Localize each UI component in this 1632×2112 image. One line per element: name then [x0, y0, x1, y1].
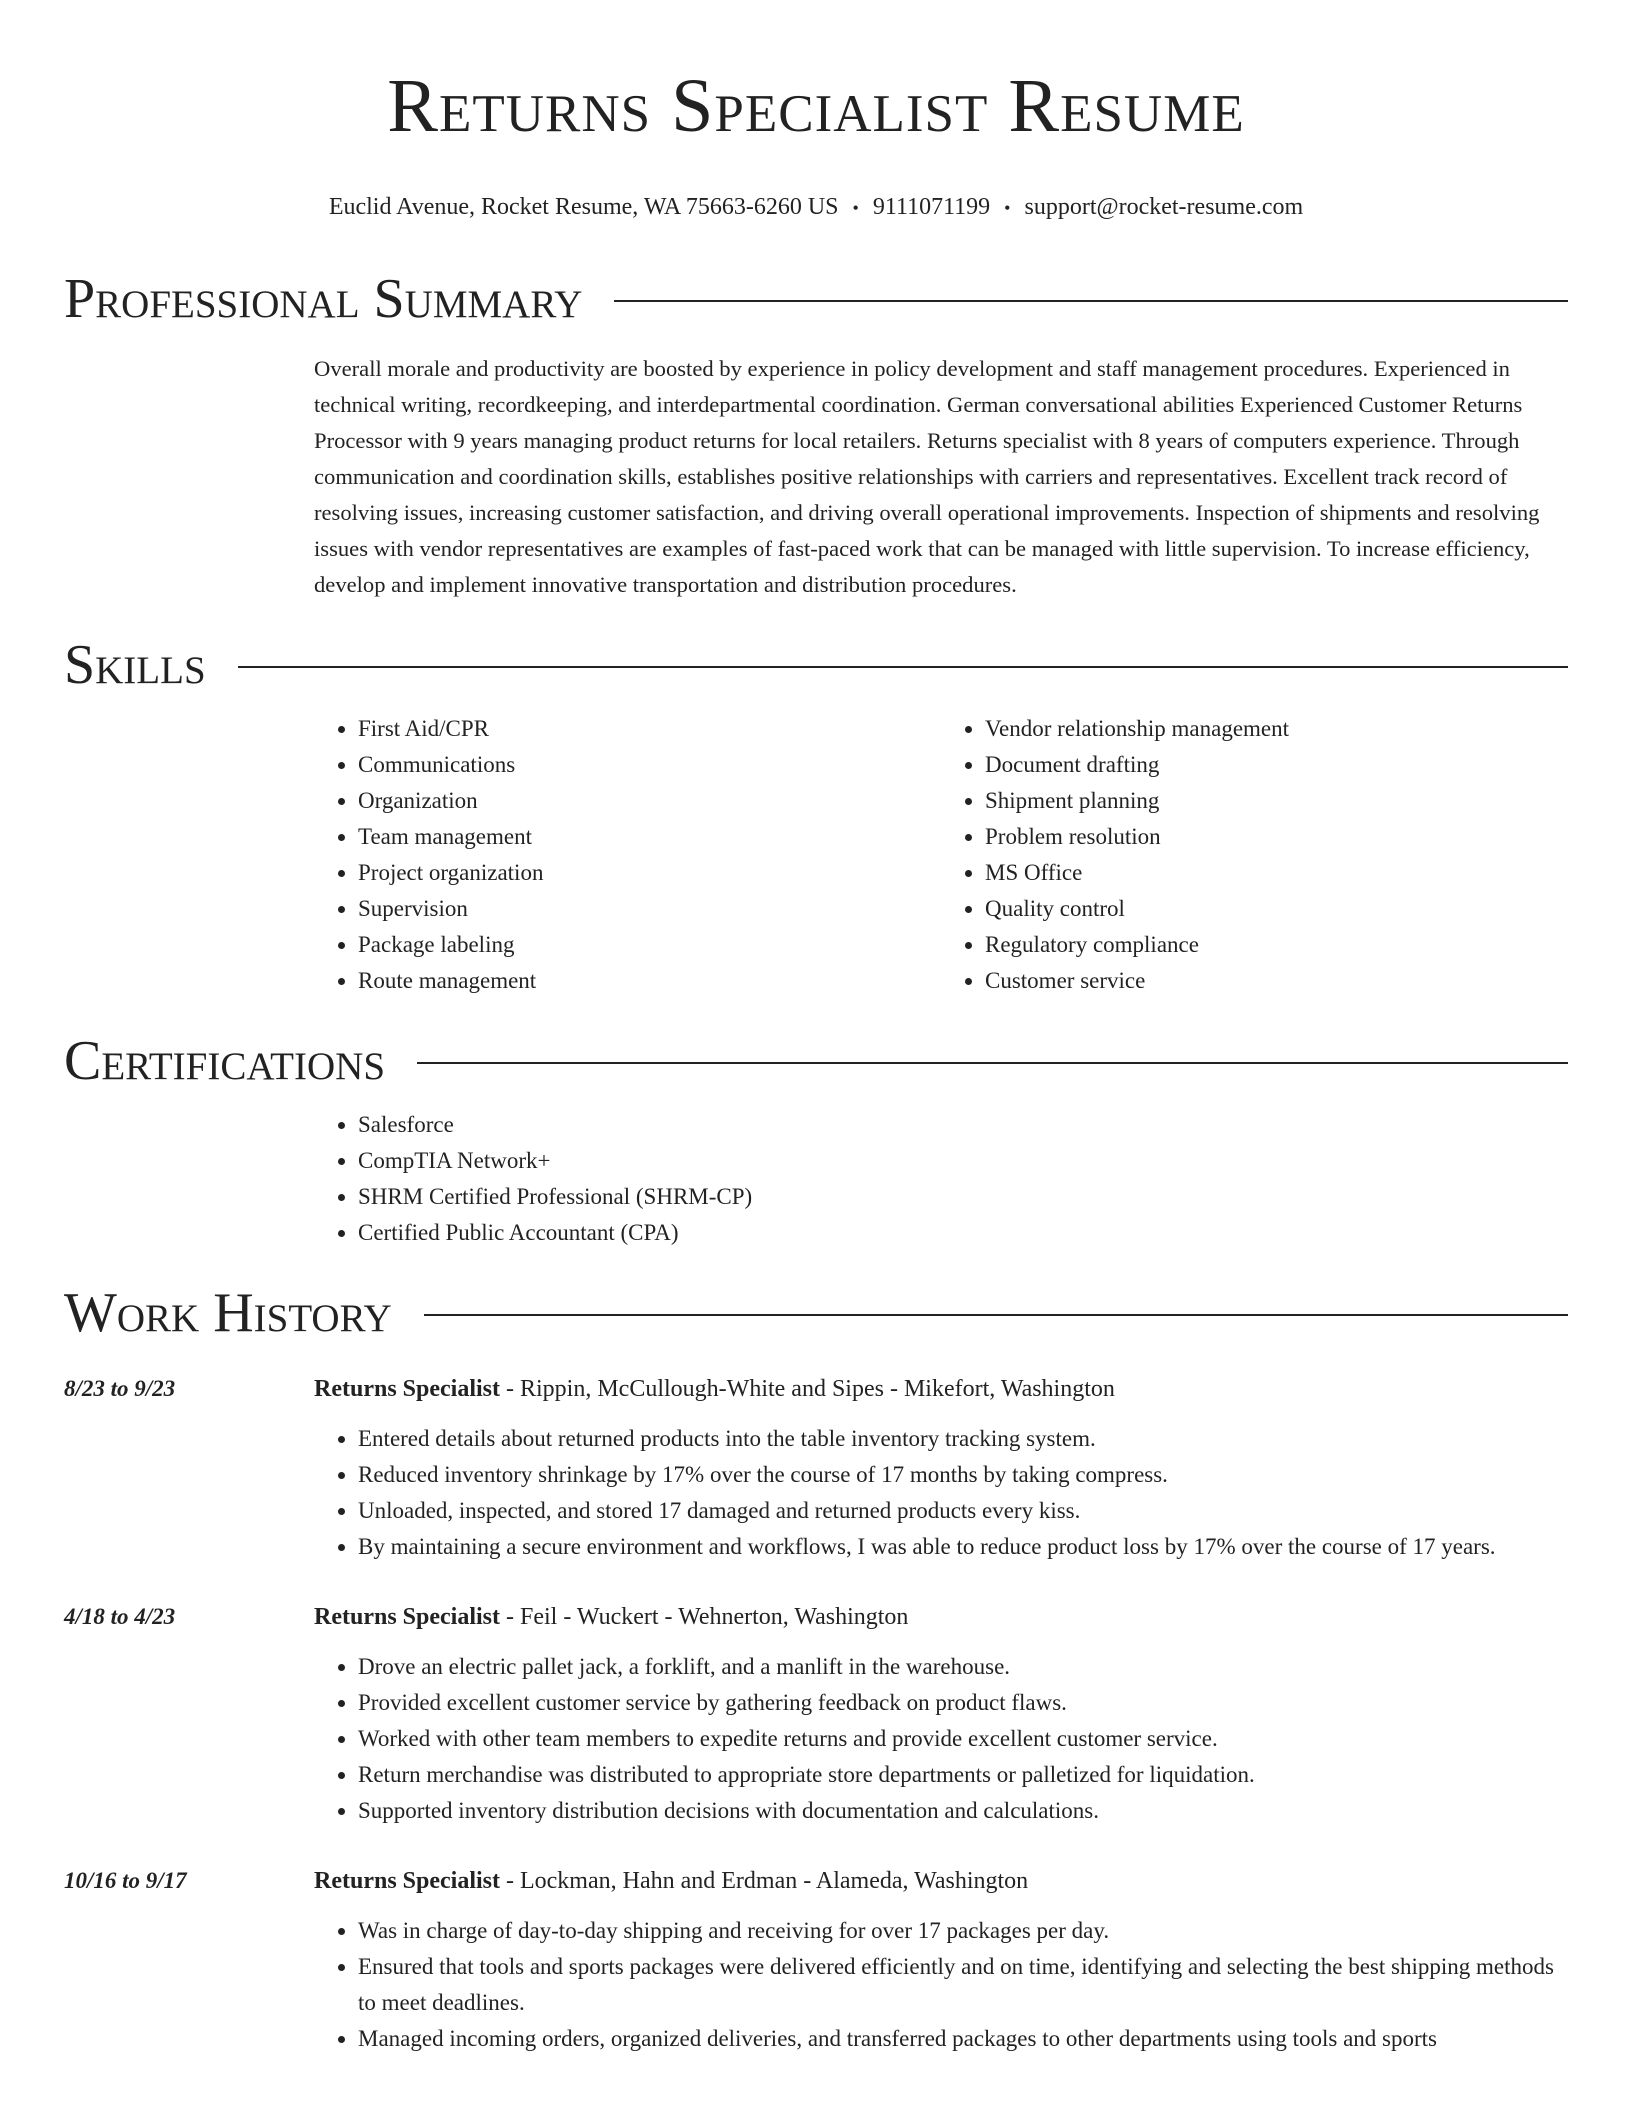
list-item: • CompTIA Network+ — [358, 1143, 1568, 1179]
section-divider — [238, 666, 1568, 668]
certifications-items — [314, 1107, 1568, 1251]
list-item: • Supervision — [358, 891, 941, 927]
job-title-line — [314, 1371, 1568, 1407]
contact-line — [64, 192, 1568, 223]
job-dates: 8/23 to 9/23 — [64, 1376, 176, 1401]
list-item: • Quality control — [985, 891, 1568, 927]
section-divider — [424, 1314, 1568, 1316]
list-item: • Customer service — [985, 963, 1568, 999]
list-item: • Supported inventory distribution decisions with documentation and calculations. — [358, 1793, 1568, 1829]
job-entry — [64, 1599, 1568, 1829]
job-dates: 10/16 to 9/17 — [64, 1868, 187, 1893]
address: Euclid Avenue, Rocket Resume, WA 75663-6260 US — [328, 194, 839, 220]
list-item: • Unloaded, inspected, and stored 17 damaged and returned products every kiss. — [358, 1493, 1568, 1529]
job-employer: - Rippin, McCullough-White and Sipes - Mikefort, Washington — [500, 1376, 1115, 1402]
list-item: • Problem resolution — [985, 819, 1568, 855]
list-item: • Return merchandise was distributed to appropriate store departments or palletized for liquidation. — [358, 1757, 1568, 1793]
list-item: • Regulatory compliance — [985, 927, 1568, 963]
skills-list — [314, 711, 1568, 999]
list-item: • Entered details about returned products into the table inventory tracking system. — [358, 1421, 1568, 1457]
list-item: • Project organization — [358, 855, 941, 891]
list-item: • SHRM Certified Professional (SHRM-CP) — [358, 1179, 1568, 1215]
job-entry — [64, 1371, 1568, 1565]
list-item: • Drove an electric pallet jack, a forklift, and a manlift in the warehouse. — [358, 1649, 1568, 1685]
job-title-line — [314, 1863, 1568, 1899]
section-heading: Certifications — [64, 1030, 386, 1092]
job-employer: - Lockman, Hahn and Erdman - Alameda, Washington — [500, 1868, 1029, 1894]
section-divider — [614, 300, 1568, 302]
list-item: • Salesforce — [358, 1107, 1568, 1143]
list-item: • Managed incoming orders, organized deliveries, and transferred packages to other departments using tools and sports — [358, 2021, 1568, 2057]
resume-title: Returns Specialist Resume — [387, 64, 1245, 148]
work-history — [64, 1371, 1568, 2057]
job-entry — [64, 1863, 1568, 2057]
list-item: • Certified Public Accountant (CPA) — [358, 1215, 1568, 1251]
list-item: • Organization — [358, 783, 941, 819]
job-title: Returns Specialist — [314, 1376, 500, 1402]
skills-column-left — [314, 711, 941, 999]
skills-section-header — [64, 633, 1568, 697]
list-item: • Route management — [358, 963, 941, 999]
section-heading: Skills — [64, 634, 206, 696]
list-item: • Package labeling — [358, 927, 941, 963]
section-heading: Professional Summary — [64, 268, 583, 330]
job-dates: 4/18 to 4/23 — [64, 1604, 176, 1629]
email-link[interactable]: support@rocket-resume.com — [1024, 194, 1304, 220]
list-item: • Was in charge of day-to-day shipping and receiving for over 17 packages per day. — [358, 1913, 1568, 1949]
summary-section-header — [64, 267, 1568, 331]
section-divider — [417, 1062, 1568, 1064]
list-item: • MS Office — [985, 855, 1568, 891]
job-bullets — [314, 1421, 1568, 1565]
certifications-section-header — [64, 1029, 1568, 1093]
separator: • — [1004, 198, 1011, 218]
list-item: • Team management — [358, 819, 941, 855]
summary-text: Overall morale and productivity are boosted by experience in policy development and staff management procedures. Experienced in technical writing, recordkeeping, and interdepartmental coordination. German conversational abilities Experienced Customer Returns Processor with 9 years managing product returns for local retailers. Returns specialist with 8 years of computers experience. Through communication and coordination skills, establishes positive relationships with carriers and representatives. Excellent track record of resolving issues, increasing customer satisfaction, and driving overall operational improvements. Inspection of shipments and resolving issues with vendor representatives are examples of fast-paced work that can be managed with little supervision. To increase efficiency, develop and implement innovative transportation and distribution procedures. — [314, 356, 1540, 597]
phone: 9111071199 — [872, 194, 991, 220]
job-title-line — [314, 1599, 1568, 1635]
section-heading: Work History — [64, 1282, 392, 1344]
job-bullets — [314, 1913, 1568, 2057]
list-item: • Communications — [358, 747, 941, 783]
list-item: • Reduced inventory shrinkage by 17% over the course of 17 months by taking compress. — [358, 1457, 1568, 1493]
list-item: • Worked with other team members to expedite returns and provide excellent customer service. — [358, 1721, 1568, 1757]
list-item: • Vendor relationship management — [985, 711, 1568, 747]
list-item: • Document drafting — [985, 747, 1568, 783]
certifications-list — [314, 1107, 1568, 1251]
list-item: • Provided excellent customer service by gathering feedback on product flaws. — [358, 1685, 1568, 1721]
job-title: Returns Specialist — [314, 1604, 500, 1630]
list-item: • Ensured that tools and sports packages were delivered efficiently and on time, identifying and selecting the best shipping methods to meet deadlines. — [358, 1949, 1568, 2021]
list-item: • Shipment planning — [985, 783, 1568, 819]
job-employer: - Feil - Wuckert - Wehnerton, Washington — [500, 1604, 909, 1630]
work-history-section-header — [64, 1281, 1568, 1345]
job-bullets — [314, 1649, 1568, 1829]
skills-column-right — [941, 711, 1568, 999]
list-item: • First Aid/CPR — [358, 711, 941, 747]
separator: • — [852, 198, 859, 218]
job-title: Returns Specialist — [314, 1868, 500, 1894]
list-item: • By maintaining a secure environment and workflows, I was able to reduce product loss by 17% over the course of 17 years. — [358, 1529, 1568, 1565]
